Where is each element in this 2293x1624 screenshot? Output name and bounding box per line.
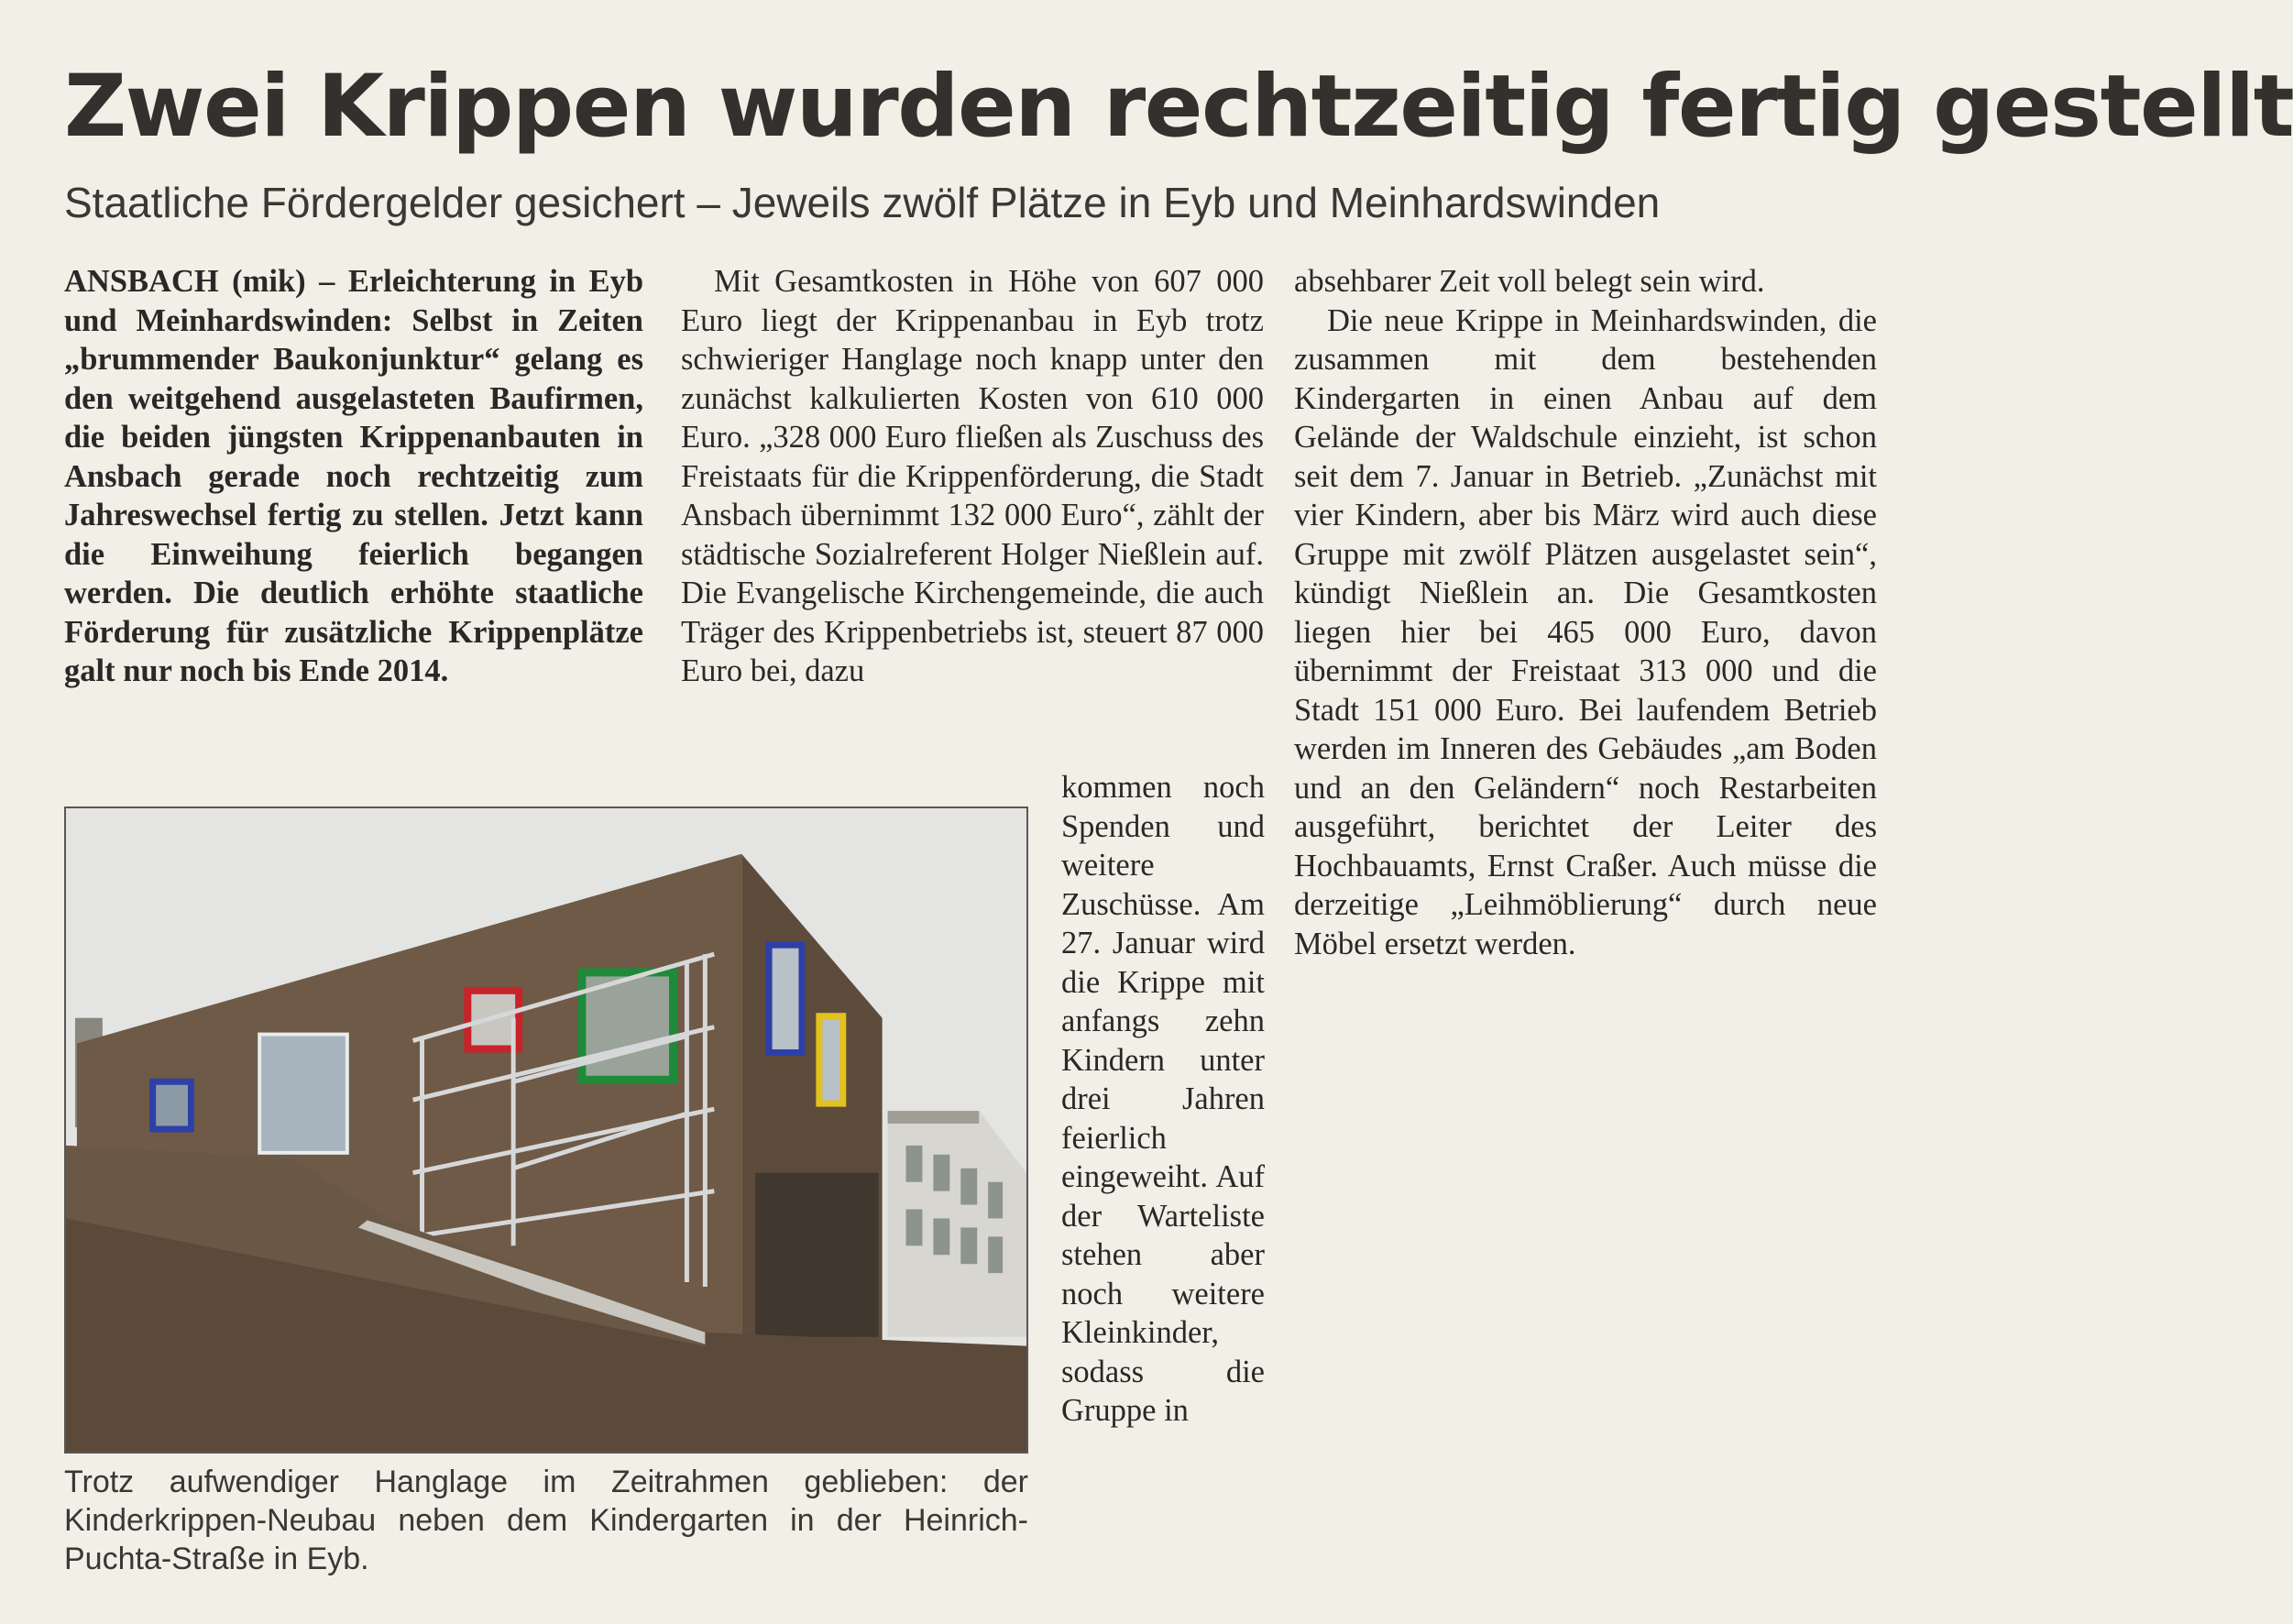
article-column-2-narrow <box>1061 768 1265 1431</box>
glass-door <box>259 1035 347 1153</box>
article-photo <box>64 807 1028 1454</box>
lead-paragraph <box>64 262 643 691</box>
window-blue-small <box>153 1081 192 1129</box>
lead-column <box>64 262 643 691</box>
column-2-paragraph: Mit Gesamtkosten in Höhe von 607 000 Euro liegt der Krippenanbau in Eyb trotz schwieriger Hanglage noch knapp unter den zunächst kalkulierten Kosten von 610 000 Euro. „328 000 Euro fließen als Zuschuss des Freistaats für die Krippenförderung, die Stadt Ansbach übernimmt 132 000 Euro“, zählt der städtische Sozialreferent Holger Nießlein auf. Die Evangelische Kirchengemeinde, die auch Träger des Krippenbetriebs ist, steuert 87 000 Euro bei, dazu <box>681 264 1264 688</box>
building-photo-illustration <box>66 808 1026 1452</box>
window-yellow <box>819 1016 843 1103</box>
subheadline: Staatliche Fördergelder gesichert – Jeweils zwölf Plätze in Eyb und Meinhardswinden <box>64 179 1661 226</box>
column-2-narrow-paragraph: kommen noch Spenden und weitere Zuschüsse. Am 27. Januar wird die Krippe mit anfangs zehn Kindern unter drei Jahren feierlich eingeweiht. Auf der Warteliste stehen aber noch weitere Kleinkinder, sodass die Gruppe in <box>1061 770 1265 1428</box>
article-column-2 <box>681 262 1264 691</box>
neighbour-roof <box>888 1111 980 1124</box>
article-column-3 <box>1294 262 1877 963</box>
dateline: ANSBACH (mik) – <box>64 264 335 299</box>
column-3-paragraph-2: Die neue Krippe in Meinhardswinden, die zusammen mit dem bestehenden Kindergarten in einen Anbau auf dem Gelände der Waldschule einzieht, ist schon seit dem 7. Januar in Betrieb. „Zunächst mit vier Kindern, aber bis März wird auch diese Gruppe mit zwölf Plätzen ausgelastet sein“, kündigt Nießlein an. Die Gesamtkosten liegen hier bei 465 000 Euro, davon übernimmt der Freistaat 313 000 und die Stadt 151 000 Euro. Bei laufendem Betrieb werden im Inneren des Gebäudes „am Boden und an den Geländern“ noch Restarbeiten ausgeführt, berichtet der Leiter des Hochbauamts, Ernst Craßer. Auch müsse die derzeitige „Leihmöblierung“ durch neue Möbel ersetzt werden. <box>1294 302 1877 961</box>
lead-text: Erleichterung in Eyb und Meinhardswinden: Selbst in Zeiten „brummender Baukonjunktur“ gelang es den weitgehend ausgelasteten Baufirmen, die beiden jüngsten Krippenanbauten in Ansbach gerade noch rechtzeitig zum Jahreswechsel fertig zu stellen. Jetzt kann die Einweihung feierlich begangen werden. Die deutlich erhöhte staatliche Förderung für zusätzliche Krippenplätze galt nur noch bis Ende 2014. <box>64 264 644 688</box>
window-blue-side <box>769 945 802 1052</box>
lower-glazing <box>755 1173 878 1337</box>
headline: Zwei Krippen wurden rechtzeitig fertig gestellt <box>64 57 2293 157</box>
photo-caption: Trotz aufwendiger Hanglage im Zeitrahmen geblieben: der Kinderkrippen-Neubau neben dem Kindergarten in der Heinrich-Puchta-Straße in Eyb. <box>64 1465 1028 1576</box>
column-3-paragraph-1: absehbarer Zeit voll belegt sein wird. <box>1294 264 1765 299</box>
